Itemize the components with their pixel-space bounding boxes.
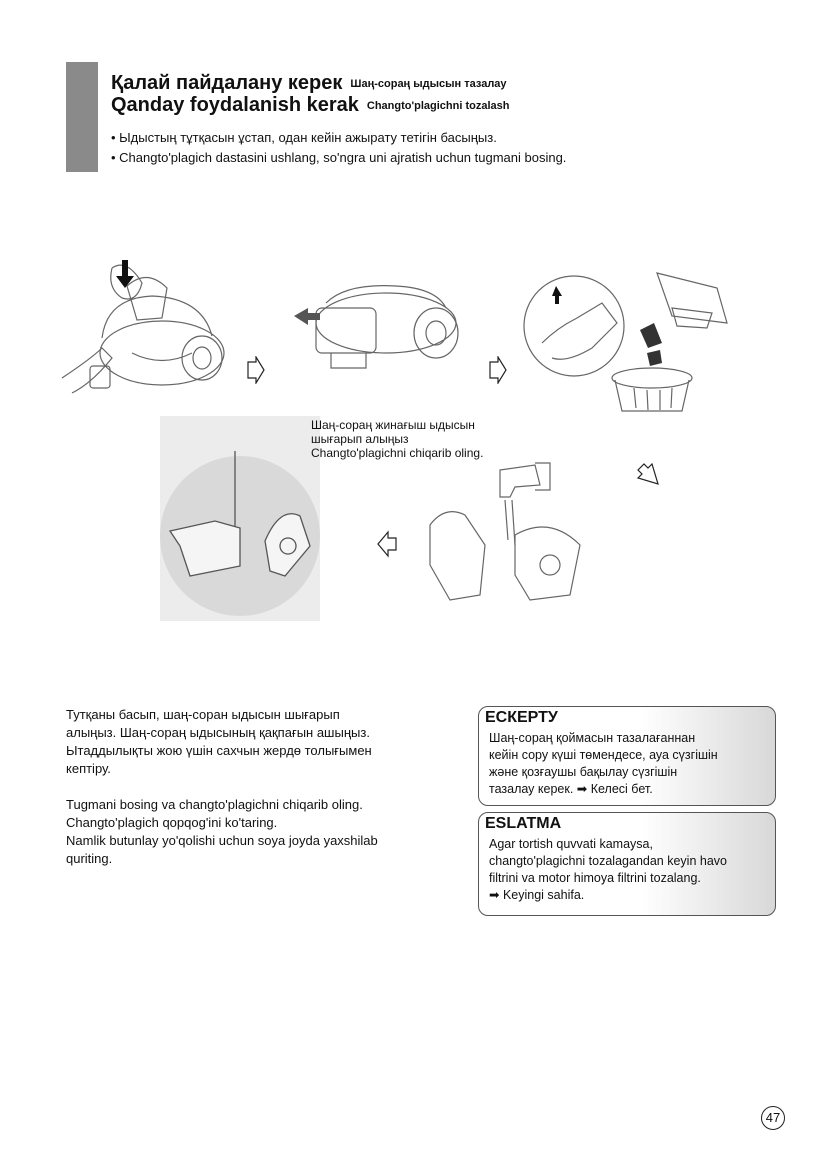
step2-illustration [286, 268, 471, 378]
instruction-list [111, 128, 566, 168]
instruction-item: • Ыдыстың тұтқасын ұстап, одан кейін ажырату тетігін басыңыз. [111, 130, 497, 145]
arrow-down-icon [116, 260, 134, 288]
figure-caption: Шаң-сораң жинағыш ыдысын шығарып алыңыз Changto'plagichni chiqarib oling. [311, 418, 484, 460]
step5-wash-illustration [420, 455, 595, 615]
note-box-kk [478, 706, 776, 806]
step-arrow-left-icon [376, 530, 398, 558]
note-title-kk: ЕСКЕРТУ [485, 709, 558, 726]
step1-illustration [52, 258, 232, 398]
page-subtitle-uz: Changto'plagichni tozalash [366, 100, 510, 112]
instruction-item: • Changto'plagich dastasini ushlang, so'ngra uni ajratish uchun tugmani bosing. [111, 150, 567, 165]
page-number: 47 [761, 1106, 785, 1130]
note-box-uz [478, 812, 776, 916]
note-title-uz: ESLATMA [485, 815, 562, 832]
step-arrow-diagonal-icon [634, 460, 662, 488]
page-title-kk: Қалай пайдалану керек Шаң-сораң ыдысын тазалау [111, 72, 507, 94]
body-text-uz: Tugmani bosing va changto'plagichni chiqarib oling. Changto'plagich qopqog'ini ko'taring. Namlik butunlay yo'qolishi uchun soya joyda yaxshilab quriting. [66, 797, 378, 866]
step6-dry-illustration [160, 416, 320, 621]
section-marker-bar [66, 62, 98, 172]
note-text-kk: Шаң-сораң қоймасын тазалағаннан кейін сору күші төмендесе, ауа сүзгішін және қозғаушы бақылау сүзгішін тазалау керек. ➡ Келесі бет. [489, 731, 718, 796]
page-title-uz: Qanday foydalanish kerak Changto'plagichni tozalash [111, 94, 510, 116]
step-arrow-icon [488, 356, 508, 384]
page-subtitle-kk: Шаң-сораң ыдысын тазалау [350, 78, 507, 90]
arrow-up-icon [552, 286, 562, 304]
step3-illustration [522, 268, 734, 413]
body-text-kk: Тутқаны басып, шаң-соран ыдысын шығарып алыңыз. Шаң-сораң ыдысының қақпағын ашыңыз. Ытаддылықты жою үшін сахчын жердө толығымен кептіру. [66, 707, 372, 776]
step-arrow-icon [246, 356, 266, 384]
note-text-uz: Agar tortish quvvati kamaysa, changto'plagichni tozalagandan keyin havo filtrini va motor himoya filtrini tozalang. ➡ Keyingi sahifa. [489, 837, 727, 902]
